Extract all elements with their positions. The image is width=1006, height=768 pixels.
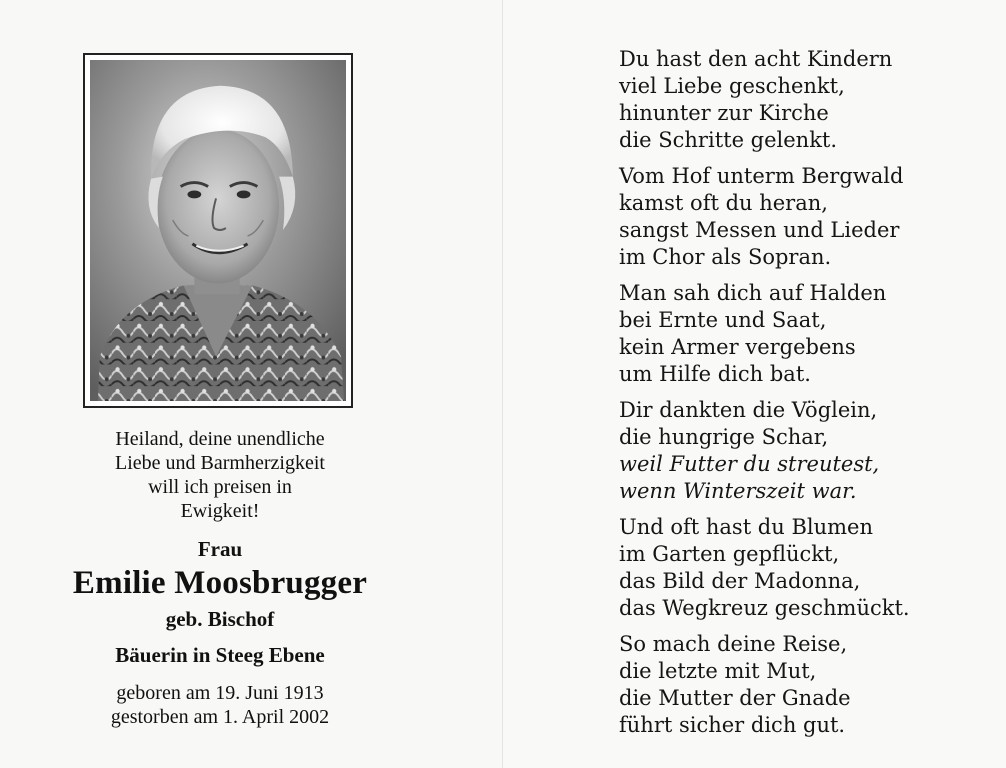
portrait-photo-frame [83,53,353,408]
poem-line: das Wegkreuz geschmückt. [619,596,910,620]
poem-stanza [619,46,910,154]
poem-line: die letzte mit Mut, [619,659,817,683]
poem-line: im Chor als Sopran. [619,245,832,269]
death-date: gestorben am 1. April 2002 [110,706,330,728]
poem-stanza [619,280,910,388]
prayer-line: Liebe und Barmherzigkeit [115,452,325,474]
poem-line: Dir dankten die Vöglein, [619,398,878,422]
poem-line: sangst Messen und Lieder [619,218,900,242]
poem-line: um Hilfe dich bat. [619,362,811,386]
prayer-line: will ich preisen in [148,476,292,498]
card-fold-line [502,0,503,768]
poem-stanza [619,163,910,271]
maiden-name: geb. Bischof [165,607,275,631]
poem-line: bei Ernte und Saat, [619,308,827,332]
poem-line: So mach deine Reise, [619,632,848,656]
poem-line: führt sicher dich gut. [619,713,846,737]
prayer-verse [0,427,440,523]
poem-line: wenn Winterszeit war. [619,479,857,503]
poem-line: viel Liebe geschenkt, [619,74,845,98]
poem-line: das Bild der Madonna, [619,569,861,593]
birth-date: geboren am 19. Juni 1913 [116,682,324,704]
prayer-line: Ewigkeit! [180,500,260,522]
life-dates [0,681,440,729]
memorial-poem [619,46,910,748]
poem-line: die Schritte gelenkt. [619,128,838,152]
prayer-line: Heiland, deine unendliche [115,428,325,450]
poem-stanza [619,514,910,622]
poem-line: die Mutter der Gnade [619,686,851,710]
poem-line: die hungrige Schar, [619,425,829,449]
poem-line: Und oft hast du Blumen [619,515,873,539]
poem-line: hinunter zur Kirche [619,101,829,125]
poem-line: Du hast den acht Kindern [619,47,893,71]
deceased-name: Emilie Moosbrugger [72,565,368,601]
poem-stanza [619,631,910,739]
poem-line: kamst oft du heran, [619,191,828,215]
poem-line: Vom Hof unterm Bergwald [619,164,904,188]
portrait-photo [90,60,346,401]
poem-line: im Garten gepflückt, [619,542,840,566]
poem-stanza [619,397,910,505]
poem-line: kein Armer vergebens [619,335,856,359]
salutation: Frau [197,537,243,561]
poem-line: Man sah dich auf Halden [619,281,887,305]
occupation: Bäuerin in Steeg Ebene [115,643,325,667]
poem-line: weil Futter du streutest, [619,452,880,476]
